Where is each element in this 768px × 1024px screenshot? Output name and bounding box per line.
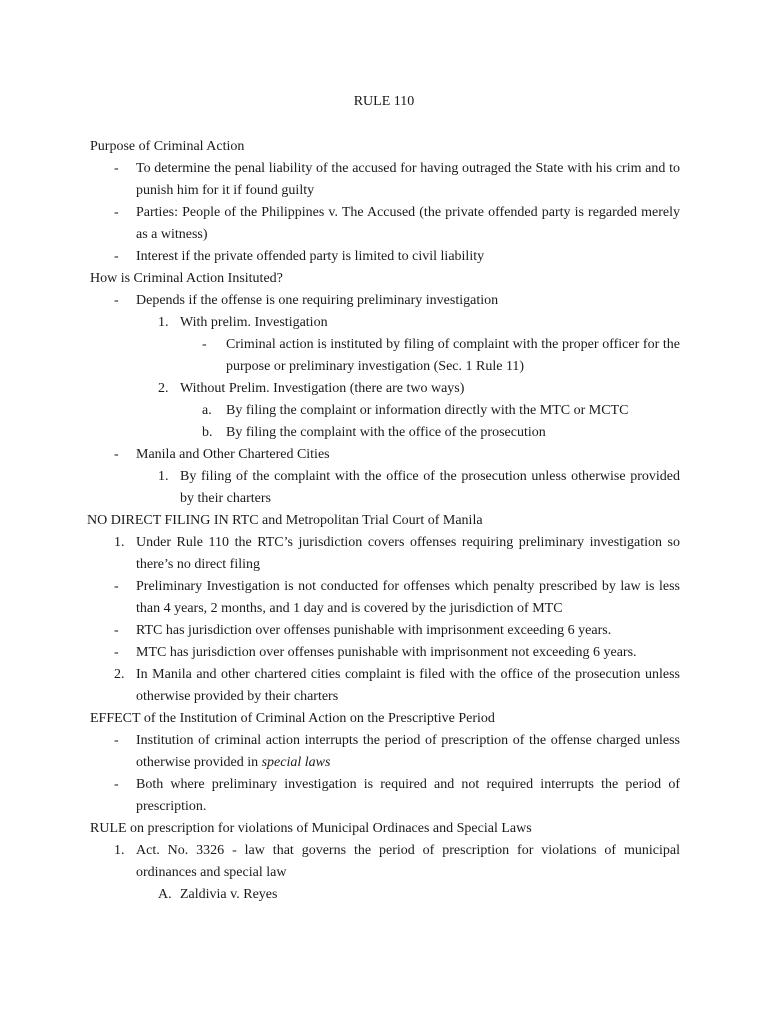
list-item <box>114 202 680 246</box>
list-item-text: Act. No. 3326 - law that governs the period of prescription for violations of municipal ordinances and special law <box>136 843 680 880</box>
number-marker: 1. <box>158 315 169 330</box>
list-item-text <box>136 730 680 774</box>
dash-marker: - <box>114 579 119 594</box>
section-heading-instituted: How is Criminal Action Insituted? <box>90 271 283 286</box>
list-item <box>114 664 680 708</box>
list-item-text: Interest if the private offended party is limited to civil liability <box>136 249 485 264</box>
list-item-text: By filing the complaint or information directly with the MTC or MCTC <box>226 403 629 418</box>
dash-marker: - <box>114 645 119 660</box>
list-item-text: Both where preliminary investigation is required and not required interrupts the period of prescription. <box>136 777 680 814</box>
list-item-text: Manila and Other Chartered Cities <box>136 447 330 462</box>
list-item <box>202 400 680 422</box>
section-heading-effect: EFFECT of the Institution of Criminal Action on the Prescriptive Period <box>90 711 495 726</box>
dash-marker: - <box>114 447 119 462</box>
list-item <box>158 312 680 334</box>
list-item <box>114 642 680 664</box>
list-item <box>114 576 680 620</box>
list-item-text: Under Rule 110 the RTC’s jurisdiction covers offenses requiring preliminary investigation so there’s no direct filing <box>136 535 680 572</box>
list-item-text: With prelim. Investigation <box>180 315 328 330</box>
list-item-text: Depends if the offense is one requiring preliminary investigation <box>136 293 499 308</box>
list-item <box>202 422 680 444</box>
list-item <box>114 840 680 884</box>
list-item-text: Criminal action is instituted by filing of complaint with the proper officer for the purpose or preliminary investigation (Sec. 1 Rule 11) <box>226 337 680 374</box>
list-item-text: By filing the complaint with the office of the prosecution <box>226 425 546 440</box>
section-heading-no-direct-filing: NO DIRECT FILING IN RTC and Metropolitan Trial Court of Manila <box>87 513 483 528</box>
section-heading-purpose: Purpose of Criminal Action <box>90 139 245 154</box>
document-body <box>87 136 680 906</box>
letter-marker: A. <box>158 887 172 902</box>
list-item-text: RTC has jurisdiction over offenses punishable with imprisonment exceeding 6 years. <box>136 623 612 638</box>
number-marker: 1. <box>114 843 125 858</box>
list-item <box>114 532 680 576</box>
number-marker: 2. <box>114 667 125 682</box>
section-heading-rule: RULE on prescription for violations of Municipal Ordinaces and Special Laws <box>90 821 532 836</box>
list-item-text: Zaldivia v. Reyes <box>180 887 278 902</box>
list-item <box>158 466 680 510</box>
letter-marker: a. <box>202 403 212 418</box>
dash-marker: - <box>114 249 119 264</box>
list-item-text: MTC has jurisdiction over offenses punishable with imprisonment not exceeding 6 years. <box>136 645 637 660</box>
list-item-text: Without Prelim. Investigation (there are two ways) <box>180 381 465 396</box>
emphasis-text: special laws <box>261 755 331 770</box>
number-marker: 1. <box>158 469 169 484</box>
number-marker: 1. <box>114 535 125 550</box>
list-item <box>114 246 680 268</box>
dash-marker: - <box>114 293 119 308</box>
dash-marker: - <box>114 205 119 220</box>
dash-marker: - <box>114 733 119 748</box>
list-item <box>114 730 680 774</box>
number-marker: 2. <box>158 381 169 396</box>
list-item-text: Parties: People of the Philippines v. The Accused (the private offended party is regarded merely as a witness) <box>136 205 680 242</box>
list-item <box>114 620 680 642</box>
list-item <box>114 774 680 818</box>
list-item <box>114 290 680 312</box>
dash-marker: - <box>114 161 119 176</box>
letter-marker: b. <box>202 425 213 440</box>
dash-marker: - <box>202 337 207 352</box>
list-item-text: In Manila and other chartered cities complaint is filed with the office of the prosecution unless otherwise provided by their charters <box>136 667 680 704</box>
list-item-text: To determine the penal liability of the accused for having outraged the State with his crim and to punish him for it if found guilty <box>136 161 680 198</box>
page-title: RULE 110 <box>353 94 415 109</box>
list-item-text-main: Institution of criminal action interrupts the period of prescription of the offense charged unless otherwise provided in <box>136 733 680 770</box>
list-item <box>114 158 680 202</box>
list-item <box>114 444 680 466</box>
list-item <box>202 334 680 378</box>
list-item <box>158 378 680 400</box>
list-item-text: By filing of the complaint with the office of the prosecution unless otherwise provided by their charters <box>180 469 680 506</box>
list-item <box>158 884 680 906</box>
dash-marker: - <box>114 623 119 638</box>
dash-marker: - <box>114 777 119 792</box>
list-item-text: Preliminary Investigation is not conducted for offenses which penalty prescribed by law is less than 4 years, 2 months, and 1 day and is covered by the jurisdiction of MTC <box>136 579 680 616</box>
